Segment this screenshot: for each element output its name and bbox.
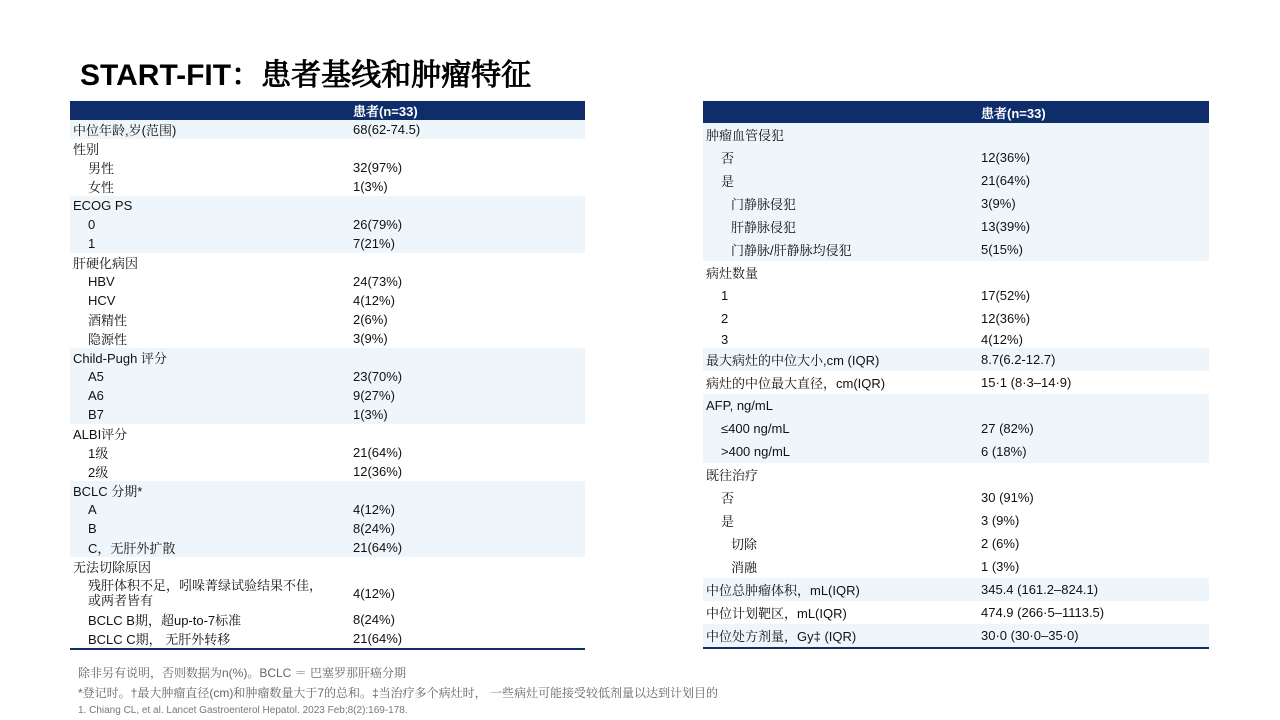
- table-row: HCV 4(12%): [88, 293, 395, 308]
- table-row: 1级 21(64%): [88, 445, 403, 461]
- table-row: 女性 1(3%): [88, 179, 388, 195]
- header-empty-cell: [703, 101, 981, 123]
- table-row: 中位计划靶区，mL(IQR) 474.9 (266·5–1113.5): [706, 605, 1105, 621]
- table-row: 中位年龄,岁(范围) 68(62-74.5): [70, 120, 585, 139]
- table-row: 中位总肿瘤体积，mL(IQR) 345.4 (161.2–824.1): [703, 578, 1209, 601]
- table-row: 肿瘤血管侵犯: [703, 123, 1209, 146]
- table-row: 肝静脉侵犯 13(39%): [703, 215, 1209, 238]
- tumor-characteristics-table: [703, 101, 1209, 649]
- table-row: 切除 2 (6%): [731, 536, 1020, 552]
- page-title: START-FIT：患者基线和肿瘤特征: [80, 59, 532, 92]
- header-patients: 患者(n=33): [353, 101, 585, 120]
- table-row: A 4(12%): [70, 500, 585, 519]
- table-row: 肝硬化病因: [73, 256, 139, 271]
- table-row: 酒精性 2(6%): [88, 312, 388, 328]
- table-row: 门静脉侵犯 3(9%): [703, 192, 1209, 215]
- table-row: 既往治疗: [706, 468, 759, 483]
- table-row: 男性 32(97%): [88, 160, 403, 176]
- header-empty-cell: [70, 101, 353, 120]
- baseline-table: [70, 101, 585, 650]
- reference-citation: 1. Chiang CL, et al. Lancet Gastroenterol Hepatol. 2023 Feb;8(2):169-178.: [78, 705, 408, 716]
- table-row: BCLC B期，超up-to-7标准 8(24%): [88, 612, 395, 628]
- table-row: 1 17(52%): [721, 288, 1031, 303]
- table-row: 1 7(21%): [70, 234, 585, 253]
- table-row: 2级 12(36%): [88, 464, 403, 480]
- table-row: BCLC 分期*: [70, 481, 585, 500]
- table-row: 病灶数量: [706, 266, 759, 281]
- table-header-row: [70, 101, 585, 120]
- table-row: 最大病灶的中位大小,cm (IQR) 8.7(6.2-12.7): [703, 348, 1209, 371]
- table-row: 病灶的中位最大直径，cm(IQR) 15·1 (8·3–14·9): [706, 375, 1072, 391]
- table-row: C，无肝外扩散 21(64%): [70, 538, 585, 557]
- table-row: 3 4(12%): [721, 331, 1023, 347]
- table-row: 无法切除原因: [73, 560, 152, 575]
- table-row: 性别: [73, 142, 100, 157]
- table-row: 否 30 (91%): [721, 490, 1034, 506]
- table-row: A5 23(70%): [70, 367, 585, 386]
- table-row: BCLC C期， 无肝外转移 21(64%): [88, 631, 403, 647]
- table-row: >400 ng/mL 6 (18%): [703, 440, 1209, 463]
- footnote-data-note: 除非另有说明，否则数据为n(%)。BCLC ＝ 巴塞罗那肝癌分期: [78, 666, 407, 680]
- table-row: 残肝体积不足，吲哚菁绿试验结果不佳，或两者皆有 4(12%): [88, 578, 395, 608]
- table-row: ALBI评分: [73, 427, 128, 442]
- header-patients: 患者(n=33): [981, 101, 1209, 123]
- table-row: 否 12(36%): [703, 146, 1209, 169]
- table-row: B 8(24%): [70, 519, 585, 538]
- table-row: A6 9(27%): [70, 386, 585, 405]
- table-row: ≤400 ng/mL 27 (82%): [703, 417, 1209, 440]
- table-row: AFP, ng/mL: [703, 394, 1209, 417]
- table-row: 门静脉/肝静脉均侵犯 5(15%): [703, 238, 1209, 261]
- table-row: Child-Pugh 评分: [70, 348, 585, 367]
- footnotes: [78, 663, 718, 719]
- table-header-row: [703, 101, 1209, 123]
- table-row: 0 26(79%): [70, 215, 585, 234]
- footnote-symbols: *登记时。†最大肿瘤直径(cm)和肿瘤数量大于7的总和。‡当治疗多个病灶时， 一些病灶可能接受较低剂量以达到计划目的: [78, 686, 719, 700]
- table-row: ECOG PS: [70, 196, 585, 215]
- table-row: B7 1(3%): [70, 405, 585, 424]
- table-row: 消融 1 (3%): [731, 559, 1020, 575]
- table-row: 隐源性 3(9%): [88, 331, 388, 347]
- table-row: 2 12(36%): [721, 311, 1031, 326]
- table-row: 是 21(64%): [703, 169, 1209, 192]
- table-row: HBV 24(73%): [88, 274, 403, 289]
- table-row: 是 3 (9%): [721, 513, 1020, 529]
- table-row: 中位处方剂量，Gy‡ (IQR) 30·0 (30·0–35·0): [703, 624, 1209, 648]
